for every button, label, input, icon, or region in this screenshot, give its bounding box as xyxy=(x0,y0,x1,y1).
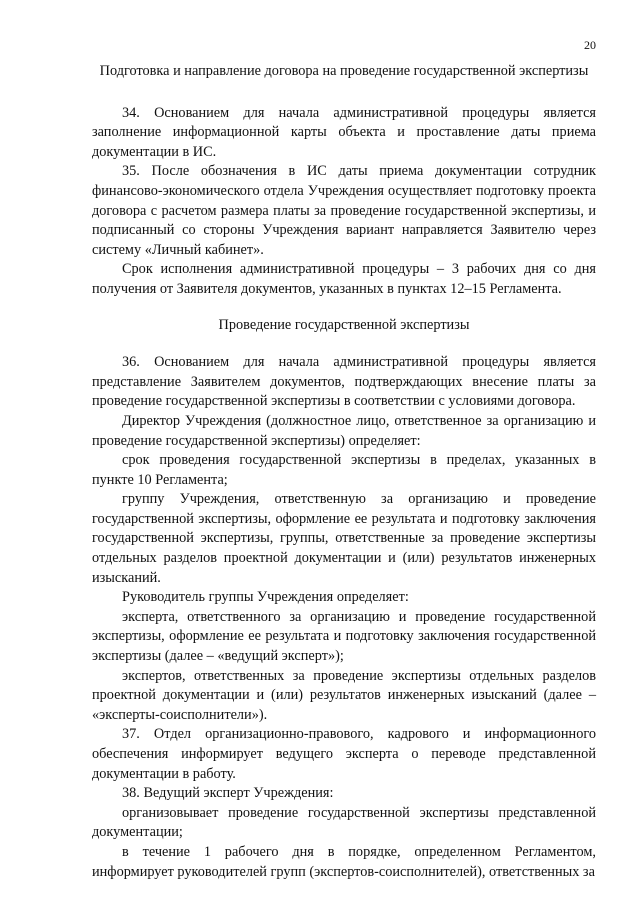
paragraph: 34. Основанием для начала административной процедуры является заполнение информационной карты объекта и проставление даты приема документации в ИС. xyxy=(92,104,596,160)
paragraph: 36. Основанием для начала административной процедуры является представление Заявителем документов, подтверждающих внесение платы за проведение государственной экспертизы в соответствии с условиями договора. xyxy=(92,354,596,410)
paragraph: в течение 1 рабочего дня в порядке, определенном Регламентом, информирует руководителей групп (экспертов-соисполнителей), ответственных за xyxy=(92,843,596,880)
paragraph: Срок исполнения административной процедуры – 3 рабочих дня со дня получения от Заявителя документов, указанных в пунктах 12–15 Регламента. xyxy=(92,261,596,297)
paragraph: эксперта, ответственного за организацию и проведение государственной экспертизы, оформление ее результата и подготовку заключения государственной экспертизы (далее – «ведущий эксперт»); xyxy=(92,608,596,665)
paragraph: срок проведения государственной экспертизы в пределах, указанных в пункте 10 Регламента; xyxy=(92,452,596,488)
page-number: 20 xyxy=(584,38,596,52)
paragraph: 35. После обозначения в ИС даты приема документации сотрудник финансово-экономического отдела Учреждения осуществляет подготовку проекта договора с расчетом размера платы за проведение государственной экспертизы, и подписанный со стороны Учреждения вариант направляется Заявителю через систему «Личный кабинет». xyxy=(92,163,596,258)
paragraph: организовывает проведение государственной экспертизы представленной документации; xyxy=(92,804,596,841)
paragraph: экспертов, ответственных за проведение экспертизы отдельных разделов проектной документации и (или) результатов инженерных изысканий (далее – «эксперты-соисполнители»). xyxy=(92,667,596,723)
paragraph: Руководитель группы Учреждения определяет: xyxy=(122,589,409,606)
paragraph: группу Учреждения, ответственную за организацию и проведение государственной экспертизы, оформление ее результата и подготовку заключения государственной экспертизы, группы, ответственные за проведение экспертизы отдельных разделов проектной документации и (или) результатов инженерных изысканий. xyxy=(92,491,596,586)
paragraph: 38. Ведущий эксперт Учреждения: xyxy=(122,785,334,802)
paragraph: Директор Учреждения (должностное лицо, ответственное за организацию и проведение государственной экспертизы) определяет: xyxy=(92,412,596,449)
document-body xyxy=(92,62,596,882)
section-heading-expertise: Проведение государственной экспертизы xyxy=(218,316,470,333)
section-heading-contract: Подготовка и направление договора на проведение государственной экспертизы xyxy=(99,63,589,79)
paragraph: 37. Отдел организационно-правового, кадрового и информационного обеспечения информирует ведущего эксперта о переводе представленной документации в работу. xyxy=(92,726,596,782)
